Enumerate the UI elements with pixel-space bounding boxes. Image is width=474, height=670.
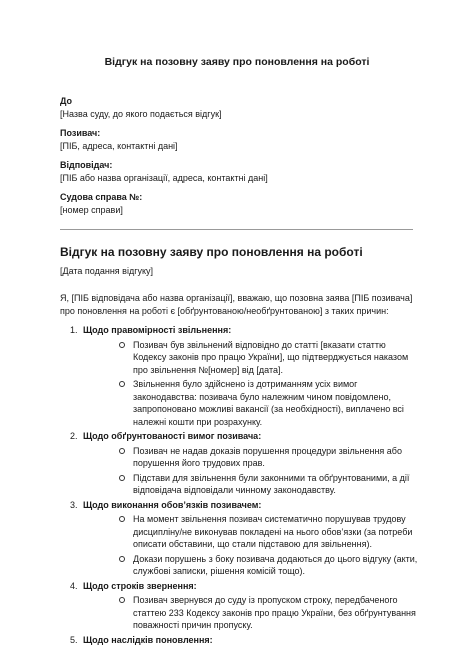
sub-item (115, 513, 420, 551)
sub-item-text: Докази порушень з боку позивача додаються до цього відгуку (акти, службові записки, рішення комісій тощо). (133, 553, 418, 576)
field-value: [ПІБ, адреса, контактні дані] (60, 141, 178, 151)
item-heading: Щодо виконання обов’язків позивачем: (83, 499, 262, 510)
bullet-icon (119, 475, 125, 481)
field-value: [Назва суду, до якого подається відгук] (60, 109, 222, 119)
sub-item-text: Звільнення було здійснено із дотриманням усіх вимог законодавства: позивача було належним чином повідомлено, запропоновано можливі вакансії (за необхідності), виплачено всі належні кошти при розрахунку. (133, 379, 404, 427)
sub-item-text: Позивач не надав доказів порушення процедури звільнення або порушення його трудових прав. (133, 445, 402, 468)
item-number: 2. (70, 431, 78, 441)
reasons-list (60, 322, 420, 646)
field-label: Судова справа №: (60, 192, 143, 202)
field-court (60, 95, 222, 121)
bullet-icon (119, 381, 125, 387)
sub-item (115, 472, 420, 497)
sub-item-text: Підстави для звільнення були законними та обґрунтованими, а дії відповідача відповідали чинному законодавству. (133, 472, 410, 495)
sub-item (115, 553, 420, 578)
field-value: [ПІБ або назва організації, адреса, контактні дані] (60, 173, 268, 183)
item-number: 1. (70, 325, 78, 335)
bullet-icon (119, 516, 125, 522)
field-label: Позивач: (60, 128, 101, 138)
field-plaintiff (60, 127, 178, 153)
item-number: 4. (70, 580, 78, 591)
item-heading: Щодо строків звернення: (83, 580, 197, 591)
sub-item (115, 339, 420, 377)
sub-item-text: На момент звільнення позивач систематично порушував трудову дисципліну/не виконував покладені на нього обов’язки (за потреби описати обставини, що стали підставою для звільнення). (133, 514, 413, 549)
field-value: [номер справи] (60, 205, 123, 215)
list-item (60, 430, 420, 497)
date-line: [Дата подання відгуку] (60, 266, 154, 276)
field-defendant (60, 159, 268, 185)
sub-list (83, 513, 420, 578)
sub-item (115, 445, 420, 470)
item-heading: Щодо правомірності звільнення: (83, 325, 232, 335)
field-case-number (60, 191, 142, 217)
section-title: Відгук на позовну заяву про поновлення на роботі (60, 245, 363, 259)
bullet-icon (119, 342, 125, 348)
field-label: До (60, 96, 73, 106)
sub-list (83, 445, 420, 497)
item-heading: Щодо наслідків поновлення: (83, 634, 213, 645)
intro-paragraph: Я, [ПІБ відповідача або назва організації], вважаю, що позовна заява [ПІБ позивача] про поновлення на роботі є [обґрунтованою/необґрунтованою] з таких причин: (60, 293, 413, 316)
list-item (60, 580, 420, 632)
field-label: Відповідач: (60, 160, 113, 170)
list-item (60, 499, 420, 578)
sub-item-text: Позивач звернувся до суду із пропуском строку, передбаченого статтею 233 Кодексу законів про працю України, без обґрунтування поважності причин пропуску. (133, 595, 416, 630)
sub-item (115, 594, 420, 632)
sub-list (83, 339, 420, 429)
item-number: 3. (70, 499, 78, 510)
sub-item (115, 378, 420, 428)
bullet-icon (119, 448, 125, 454)
bullet-icon (119, 597, 125, 603)
item-number: 5. (70, 634, 78, 645)
sub-item-text: Позивач був звільнений відповідно до статті [вказати статтю Кодексу законів про працю України], що підтверджується наказом про звільнення №[номер] від [дата]. (133, 339, 409, 375)
sub-list (83, 594, 420, 632)
list-item (60, 634, 420, 647)
list-item (60, 324, 420, 428)
document-title: Відгук на позовну заяву про поновлення на роботі (104, 56, 370, 68)
bullet-icon (119, 556, 125, 562)
item-heading: Щодо обґрунтованості вимог позивача: (83, 431, 262, 441)
section-divider (60, 229, 413, 230)
